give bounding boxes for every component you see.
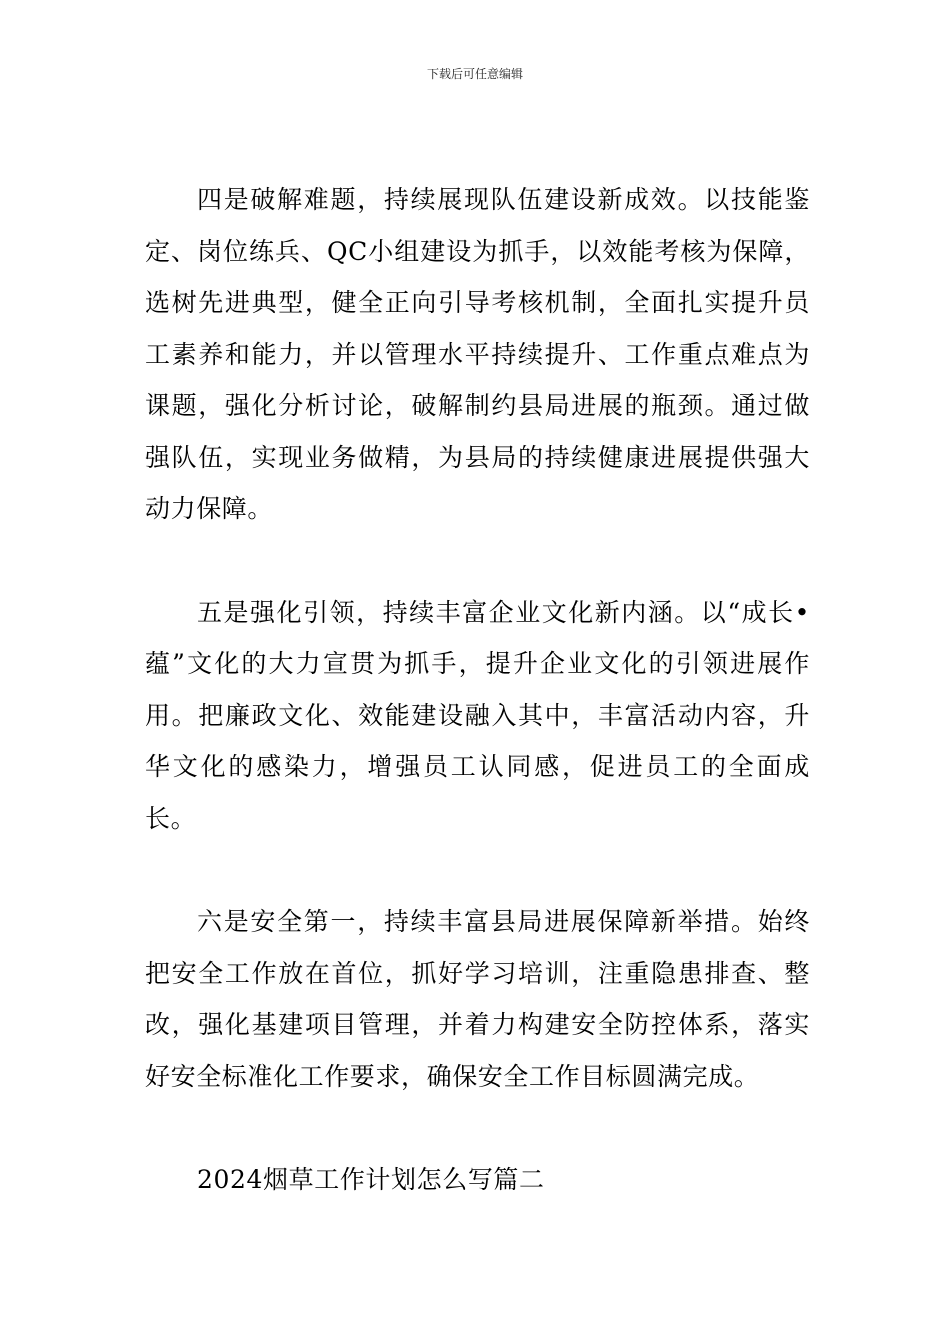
page-header-note: 下载后可任意编辑: [426, 67, 523, 81]
paragraph-team-building: 四是破解难题，持续展现队伍建设新成效。以技能鉴定、岗位练兵、QC小组建设为抓手，以效能考核为保障，选树先进典型，健全正向引导考核机制，全面扎实提升员工素养和能力，并以管理水平持续提升、工作重点难点为课题，强化分析讨论，破解制约县局进展的瓶颈。通过做强队伍，实现业务做精，为县局的持续健康进展提供强大动力保障。: [145, 185, 810, 523]
paragraph-gap: [145, 1102, 810, 1154]
paragraph-safety: 六是安全第一，持续丰富县局进展保障新举措。始终把安全工作放在首位，抓好学习培训，注重隐患排查、整改，强化基建项目管理，并着力构建安全防控体系，落实好安全标准化工作要求，确保安全工作目标圆满完成。: [145, 907, 810, 1091]
paragraph-corporate-culture: 五是强化引领，持续丰富企业文化新内涵。以“成长•蕴”文化的大力宣贯为抓手，提升企业文化的引领进展作用。把廉政文化、效能建设融入其中，丰富活动内容，升华文化的感染力，增强员工认同感，促进员工的全面成长。: [145, 597, 810, 833]
document-body: [145, 174, 810, 1206]
paragraph-gap: [145, 535, 810, 587]
paragraph-gap: [145, 844, 810, 896]
section-heading: 2024烟草工作计划怎么写篇二: [197, 1165, 545, 1194]
